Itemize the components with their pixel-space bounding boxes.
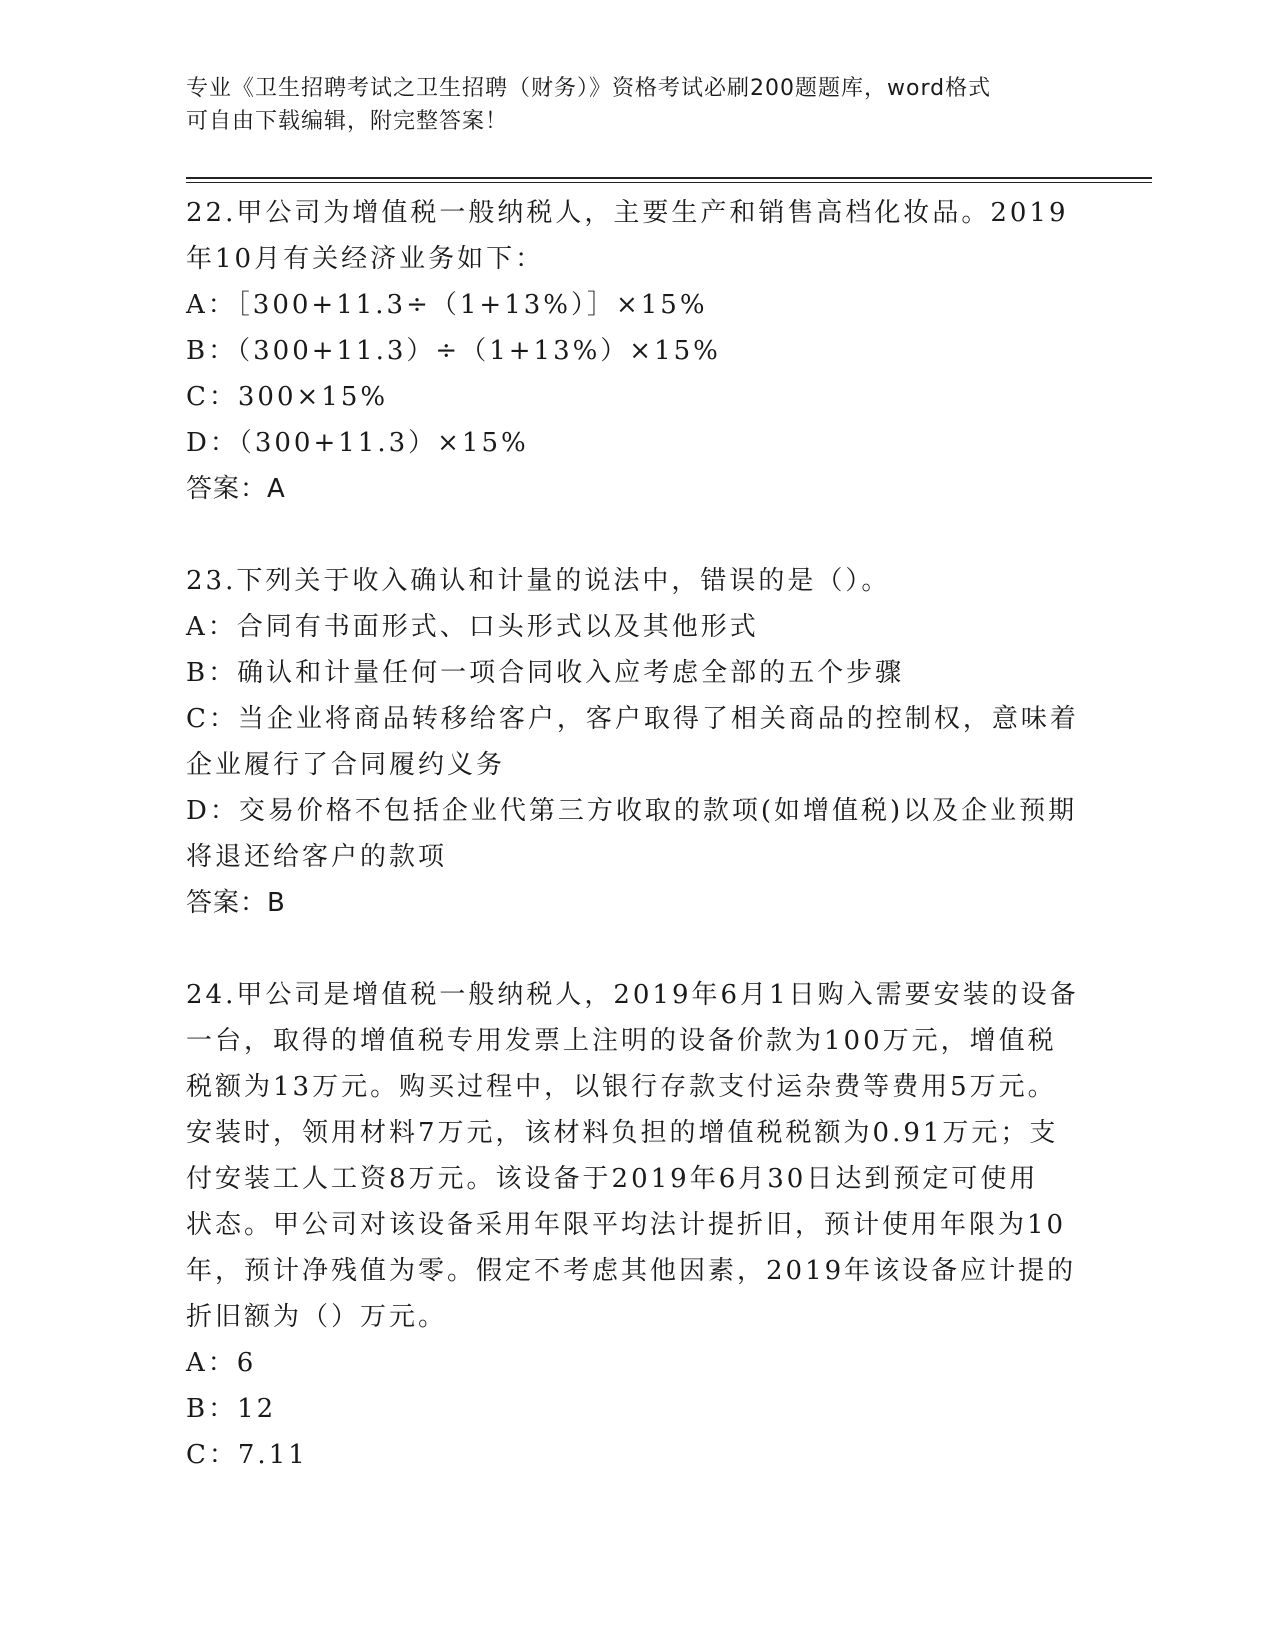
option-a: A：［300+11.3÷（1+13%）］×15% [186, 290, 708, 320]
option-a: A：合同有书面形式、口头形式以及其他形式 [186, 612, 759, 642]
question-stem-line: 折旧额为（）万元。 [186, 1302, 448, 1332]
question-list [186, 190, 1086, 1478]
question-stem-line: 24.甲公司是增值税一般纳税人，2019年6月1日购入需要安装的设备 [186, 980, 1079, 1010]
option-d: D：（300+11.3）×15% [186, 428, 529, 458]
option-c-continued: 企业履行了合同履约义务 [186, 750, 506, 780]
question-stem-line: 22.甲公司为增值税一般纳税人，主要生产和销售高档化妆品。2019 [186, 198, 1069, 228]
header-line-1: 专业《卫生招聘考试之卫生招聘（财务）》资格考试必刷200题题库，word格式 [186, 76, 992, 101]
option-b: B：（300+11.3）÷（1+13%）×15% [186, 336, 721, 366]
question-stem-line: 23.下列关于收入确认和计量的说法中，错误的是（）。 [186, 566, 891, 596]
option-d: D：交易价格不包括企业代第三方收取的款项(如增值税)以及企业预期 [186, 796, 1078, 826]
header-line-2: 可自由下载编辑，附完整答案！ [186, 109, 509, 134]
question-stem-line: 付安装工人工资8万元。该设备于2019年6月30日达到预定可使用 [186, 1164, 1039, 1194]
option-a: A：6 [186, 1348, 257, 1378]
answer-label: 答案：B [186, 888, 286, 918]
spacer [186, 512, 1086, 558]
option-c: C：7.11 [186, 1440, 308, 1470]
question-stem-line: 年，预计净残值为零。假定不考虑其他因素，2019年该设备应计提的 [186, 1256, 1077, 1286]
option-b: B：确认和计量任何一项合同收入应考虑全部的五个步骤 [186, 658, 905, 688]
question-23 [186, 558, 1086, 926]
question-22 [186, 190, 1086, 512]
option-c: C：300×15% [186, 382, 389, 412]
option-b: B：12 [186, 1394, 277, 1424]
question-stem-line: 状态。甲公司对该设备采用年限平均法计提折旧，预计使用年限为10 [186, 1210, 1067, 1240]
header-divider-thin [186, 182, 1152, 183]
question-stem-line: 年10月有关经济业务如下： [186, 244, 545, 274]
document-header [186, 72, 1076, 138]
answer-label: 答案：A [186, 474, 286, 504]
question-stem-line: 一台，取得的增值税专用发票上注明的设备价款为100万元，增值税 [186, 1026, 1057, 1056]
question-stem-line: 税额为13万元。购买过程中，以银行存款支付运杂费等费用5万元。 [186, 1072, 1057, 1102]
spacer [186, 926, 1086, 972]
question-stem-line: 安装时，领用材料7万元，该材料负担的增值税税额为0.91万元；支 [186, 1118, 1059, 1148]
option-d-continued: 将退还给客户的款项 [186, 842, 448, 872]
question-24 [186, 972, 1086, 1478]
header-divider-thick [186, 177, 1152, 179]
option-c: C：当企业将商品转移给客户，客户取得了相关商品的控制权，意味着 [186, 704, 1079, 734]
